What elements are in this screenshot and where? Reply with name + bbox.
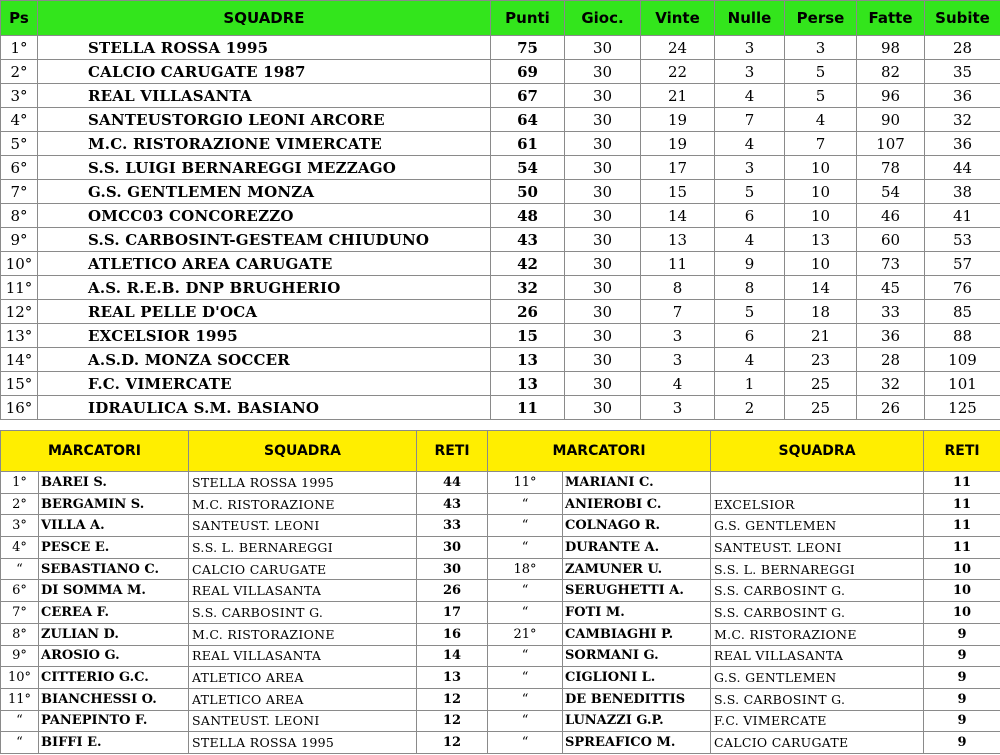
scorer-left-team: STELLA ROSSA 1995 <box>189 472 417 494</box>
standings-goals-for: 78 <box>857 156 925 180</box>
standings-lost: 5 <box>785 84 857 108</box>
scorer-right-rank: “ <box>488 688 563 710</box>
header-reti-right: RETI <box>924 431 1000 472</box>
standings-points: 13 <box>491 372 565 396</box>
scorer-right-goals: 9 <box>924 732 1000 754</box>
scorers-row <box>1 732 1000 754</box>
scorer-left-rank: 6° <box>1 580 39 602</box>
standings-played: 30 <box>565 180 641 204</box>
standings-won: 4 <box>641 372 715 396</box>
standings-goals-against: 88 <box>925 324 1000 348</box>
scorer-right-rank: “ <box>488 493 563 515</box>
scorers-row <box>1 558 1000 580</box>
scorer-right-goals: 9 <box>924 645 1000 667</box>
scorer-left-team: SANTEUST. LEONI <box>189 515 417 537</box>
standings-won: 24 <box>641 36 715 60</box>
scorer-left-team: ATLETICO AREA <box>189 667 417 689</box>
header-subite: Subite <box>925 1 1000 36</box>
scorer-left-goals: 12 <box>417 688 488 710</box>
header-ps: Ps <box>1 1 38 36</box>
standings-lost: 10 <box>785 156 857 180</box>
standings-row <box>1 324 1000 348</box>
standings-won: 22 <box>641 60 715 84</box>
scorer-right-rank: 18° <box>488 558 563 580</box>
standings-drawn: 6 <box>715 324 785 348</box>
scorers-row <box>1 472 1000 494</box>
scorer-right-goals: 9 <box>924 710 1000 732</box>
standings-played: 30 <box>565 372 641 396</box>
header-punti: Punti <box>491 1 565 36</box>
standings-lost: 25 <box>785 396 857 420</box>
scorer-right-team <box>711 472 924 494</box>
scorer-left-player: DI SOMMA M. <box>39 580 189 602</box>
standings-team-name: S.S. LUIGI BERNAREGGI MEZZAGO <box>38 156 491 180</box>
standings-points: 67 <box>491 84 565 108</box>
header-fatte: Fatte <box>857 1 925 36</box>
scorer-right-team: S.S. CARBOSINT G. <box>711 602 924 624</box>
standings-drawn: 4 <box>715 84 785 108</box>
standings-goals-against: 101 <box>925 372 1000 396</box>
standings-goals-against: 36 <box>925 84 1000 108</box>
scorer-left-player: PESCE E. <box>39 537 189 559</box>
scorer-right-team: S.S. CARBOSINT G. <box>711 688 924 710</box>
scorer-right-goals: 10 <box>924 580 1000 602</box>
scorer-left-team: M.C. RISTORAZIONE <box>189 493 417 515</box>
scorer-left-rank: 9° <box>1 645 39 667</box>
scorer-right-team: SANTEUST. LEONI <box>711 537 924 559</box>
standings-goals-against: 125 <box>925 396 1000 420</box>
scorer-right-goals: 11 <box>924 472 1000 494</box>
standings-points: 32 <box>491 276 565 300</box>
standings-drawn: 6 <box>715 204 785 228</box>
standings-position: 11° <box>1 276 38 300</box>
scorer-right-rank: 11° <box>488 472 563 494</box>
standings-points: 75 <box>491 36 565 60</box>
standings-lost: 21 <box>785 324 857 348</box>
standings-goals-against: 76 <box>925 276 1000 300</box>
standings-row <box>1 180 1000 204</box>
standings-team-name: REAL VILLASANTA <box>38 84 491 108</box>
scorer-left-rank: 4° <box>1 537 39 559</box>
standings-position: 2° <box>1 60 38 84</box>
standings-lost: 4 <box>785 108 857 132</box>
standings-lost: 18 <box>785 300 857 324</box>
scorer-right-goals: 11 <box>924 537 1000 559</box>
standings-points: 15 <box>491 324 565 348</box>
standings-position: 9° <box>1 228 38 252</box>
scorers-row <box>1 667 1000 689</box>
scorer-left-player: BIFFI E. <box>39 732 189 754</box>
scorer-left-player: SEBASTIANO C. <box>39 558 189 580</box>
standings-goals-against: 32 <box>925 108 1000 132</box>
scorer-left-player: AROSIO G. <box>39 645 189 667</box>
standings-points: 43 <box>491 228 565 252</box>
standings-played: 30 <box>565 252 641 276</box>
scorers-header-row <box>1 431 1000 472</box>
header-squadra-left: SQUADRA <box>189 431 417 472</box>
scorer-left-rank: 11° <box>1 688 39 710</box>
standings-played: 30 <box>565 156 641 180</box>
standings-points: 64 <box>491 108 565 132</box>
standings-won: 19 <box>641 108 715 132</box>
scorer-right-player: ZAMUNER U. <box>563 558 711 580</box>
standings-played: 30 <box>565 204 641 228</box>
standings-lost: 14 <box>785 276 857 300</box>
standings-row <box>1 372 1000 396</box>
standings-team-name: STELLA ROSSA 1995 <box>38 36 491 60</box>
standings-team-name: ATLETICO AREA CARUGATE <box>38 252 491 276</box>
standings-lost: 10 <box>785 252 857 276</box>
standings-lost: 7 <box>785 132 857 156</box>
standings-played: 30 <box>565 300 641 324</box>
scorer-right-team: G.S. GENTLEMEN <box>711 515 924 537</box>
scorer-left-player: CITTERIO G.C. <box>39 667 189 689</box>
standings-goals-for: 96 <box>857 84 925 108</box>
standings-points: 69 <box>491 60 565 84</box>
standings-team-name: IDRAULICA S.M. BASIANO <box>38 396 491 420</box>
standings-position: 6° <box>1 156 38 180</box>
standings-position: 16° <box>1 396 38 420</box>
scorer-left-team: S.S. CARBOSINT G. <box>189 602 417 624</box>
scorer-right-goals: 10 <box>924 602 1000 624</box>
scorer-left-team: S.S. L. BERNAREGGI <box>189 537 417 559</box>
standings-team-name: G.S. GENTLEMEN MONZA <box>38 180 491 204</box>
scorer-left-player: PANEPINTO F. <box>39 710 189 732</box>
scorer-right-team: M.C. RISTORAZIONE <box>711 623 924 645</box>
standings-position: 4° <box>1 108 38 132</box>
scorer-left-player: CEREA F. <box>39 602 189 624</box>
standings-position: 8° <box>1 204 38 228</box>
header-vinte: Vinte <box>641 1 715 36</box>
standings-goals-for: 45 <box>857 276 925 300</box>
scorer-left-goals: 44 <box>417 472 488 494</box>
standings-goals-against: 57 <box>925 252 1000 276</box>
scorer-right-rank: “ <box>488 732 563 754</box>
scorer-right-goals: 9 <box>924 667 1000 689</box>
standings-played: 30 <box>565 324 641 348</box>
scorer-left-goals: 30 <box>417 558 488 580</box>
standings-team-name: A.S. R.E.B. DNP BRUGHERIO <box>38 276 491 300</box>
standings-goals-for: 28 <box>857 348 925 372</box>
header-nulle: Nulle <box>715 1 785 36</box>
header-marcatori-right: MARCATORI <box>488 431 711 472</box>
standings-drawn: 4 <box>715 132 785 156</box>
standings-row <box>1 204 1000 228</box>
scorer-right-goals: 11 <box>924 493 1000 515</box>
standings-drawn: 3 <box>715 156 785 180</box>
scorer-left-team: M.C. RISTORAZIONE <box>189 623 417 645</box>
scorer-left-rank: 2° <box>1 493 39 515</box>
standings-goals-for: 90 <box>857 108 925 132</box>
standings-lost: 25 <box>785 372 857 396</box>
scorer-right-player: ANIEROBI C. <box>563 493 711 515</box>
scorers-row <box>1 602 1000 624</box>
standings-row <box>1 84 1000 108</box>
standings-row <box>1 348 1000 372</box>
standings-drawn: 5 <box>715 180 785 204</box>
scorer-left-rank: 3° <box>1 515 39 537</box>
standings-drawn: 5 <box>715 300 785 324</box>
standings-won: 15 <box>641 180 715 204</box>
standings-points: 50 <box>491 180 565 204</box>
standings-row <box>1 36 1000 60</box>
standings-position: 10° <box>1 252 38 276</box>
scorer-right-player: SORMANI G. <box>563 645 711 667</box>
standings-lost: 10 <box>785 180 857 204</box>
scorer-left-goals: 14 <box>417 645 488 667</box>
scorers-row <box>1 580 1000 602</box>
scorer-left-goals: 16 <box>417 623 488 645</box>
scorer-right-rank: 21° <box>488 623 563 645</box>
scorer-left-rank: 1° <box>1 472 39 494</box>
standings-goals-for: 73 <box>857 252 925 276</box>
standings-played: 30 <box>565 228 641 252</box>
standings-position: 7° <box>1 180 38 204</box>
scorer-right-player: DURANTE A. <box>563 537 711 559</box>
standings-team-name: M.C. RISTORAZIONE VIMERCATE <box>38 132 491 156</box>
header-squadre: SQUADRE <box>38 1 491 36</box>
standings-row <box>1 228 1000 252</box>
standings-played: 30 <box>565 132 641 156</box>
standings-row <box>1 156 1000 180</box>
scorer-right-goals: 11 <box>924 515 1000 537</box>
scorer-left-team: SANTEUST. LEONI <box>189 710 417 732</box>
standings-goals-against: 85 <box>925 300 1000 324</box>
header-squadra-right: SQUADRA <box>711 431 924 472</box>
scorer-left-player: BAREI S. <box>39 472 189 494</box>
scorer-right-team: F.C. VIMERCATE <box>711 710 924 732</box>
standings-won: 21 <box>641 84 715 108</box>
scorers-row <box>1 515 1000 537</box>
scorer-left-team: REAL VILLASANTA <box>189 580 417 602</box>
scorer-right-team: S.S. CARBOSINT G. <box>711 580 924 602</box>
standings-goals-against: 28 <box>925 36 1000 60</box>
scorer-left-goals: 33 <box>417 515 488 537</box>
standings-lost: 13 <box>785 228 857 252</box>
scorer-right-player: SPREAFICO M. <box>563 732 711 754</box>
scorer-left-goals: 12 <box>417 710 488 732</box>
scorer-left-player: BIANCHESSI O. <box>39 688 189 710</box>
standings-goals-for: 46 <box>857 204 925 228</box>
standings-team-name: CALCIO CARUGATE 1987 <box>38 60 491 84</box>
standings-goals-for: 98 <box>857 36 925 60</box>
scorers-row <box>1 710 1000 732</box>
standings-header-row <box>1 1 1000 36</box>
standings-position: 14° <box>1 348 38 372</box>
scorer-right-player: LUNAZZI G.P. <box>563 710 711 732</box>
scorer-right-goals: 9 <box>924 623 1000 645</box>
standings-points: 61 <box>491 132 565 156</box>
standings-won: 14 <box>641 204 715 228</box>
standings-row <box>1 132 1000 156</box>
standings-drawn: 4 <box>715 228 785 252</box>
scorer-left-player: ZULIAN D. <box>39 623 189 645</box>
scorer-right-rank: “ <box>488 710 563 732</box>
scorer-right-team: G.S. GENTLEMEN <box>711 667 924 689</box>
standings-drawn: 3 <box>715 36 785 60</box>
scorer-right-goals: 9 <box>924 688 1000 710</box>
scorer-right-team: CALCIO CARUGATE <box>711 732 924 754</box>
standings-row <box>1 108 1000 132</box>
scorer-left-rank: “ <box>1 558 39 580</box>
scorers-row <box>1 623 1000 645</box>
scorer-left-goals: 30 <box>417 537 488 559</box>
standings-team-name: A.S.D. MONZA SOCCER <box>38 348 491 372</box>
standings-position: 5° <box>1 132 38 156</box>
standings-team-name: SANTEUSTORGIO LEONI ARCORE <box>38 108 491 132</box>
standings-goals-for: 32 <box>857 372 925 396</box>
standings-points: 48 <box>491 204 565 228</box>
standings-points: 26 <box>491 300 565 324</box>
standings-goals-for: 107 <box>857 132 925 156</box>
scorer-left-goals: 12 <box>417 732 488 754</box>
standings-row <box>1 300 1000 324</box>
standings-drawn: 7 <box>715 108 785 132</box>
standings-drawn: 1 <box>715 372 785 396</box>
standings-goals-for: 36 <box>857 324 925 348</box>
standings-points: 11 <box>491 396 565 420</box>
scorer-left-rank: “ <box>1 710 39 732</box>
standings-played: 30 <box>565 36 641 60</box>
standings-team-name: EXCELSIOR 1995 <box>38 324 491 348</box>
scorer-left-team: CALCIO CARUGATE <box>189 558 417 580</box>
standings-drawn: 9 <box>715 252 785 276</box>
standings-played: 30 <box>565 60 641 84</box>
standings-drawn: 8 <box>715 276 785 300</box>
standings-goals-against: 44 <box>925 156 1000 180</box>
scorer-left-player: BERGAMIN S. <box>39 493 189 515</box>
scorer-left-goals: 43 <box>417 493 488 515</box>
scorer-right-rank: “ <box>488 537 563 559</box>
header-marcatori-left: MARCATORI <box>1 431 189 472</box>
scorer-right-player: SERUGHETTI A. <box>563 580 711 602</box>
standings-points: 13 <box>491 348 565 372</box>
standings-position: 1° <box>1 36 38 60</box>
scorer-right-player: DE BENEDITTIS <box>563 688 711 710</box>
scorer-right-player: MARIANI C. <box>563 472 711 494</box>
standings-goals-against: 36 <box>925 132 1000 156</box>
standings-points: 42 <box>491 252 565 276</box>
standings-played: 30 <box>565 276 641 300</box>
standings-goals-for: 60 <box>857 228 925 252</box>
scorer-left-rank: 7° <box>1 602 39 624</box>
standings-goals-for: 54 <box>857 180 925 204</box>
scorers-row <box>1 493 1000 515</box>
standings-position: 3° <box>1 84 38 108</box>
standings-lost: 10 <box>785 204 857 228</box>
scorer-left-goals: 13 <box>417 667 488 689</box>
standings-position: 12° <box>1 300 38 324</box>
standings-lost: 5 <box>785 60 857 84</box>
scorer-right-player: COLNAGO R. <box>563 515 711 537</box>
scorer-right-team: S.S. L. BERNAREGGI <box>711 558 924 580</box>
standings-won: 7 <box>641 300 715 324</box>
standings-row <box>1 60 1000 84</box>
standings-won: 19 <box>641 132 715 156</box>
scorer-right-player: FOTI M. <box>563 602 711 624</box>
standings-points: 54 <box>491 156 565 180</box>
standings-won: 3 <box>641 324 715 348</box>
standings-team-name: REAL PELLE D'OCA <box>38 300 491 324</box>
standings-won: 3 <box>641 396 715 420</box>
standings-row <box>1 252 1000 276</box>
scorer-right-team: REAL VILLASANTA <box>711 645 924 667</box>
scorer-right-rank: “ <box>488 645 563 667</box>
standings-goals-against: 41 <box>925 204 1000 228</box>
standings-goals-for: 33 <box>857 300 925 324</box>
scorer-right-team: EXCELSIOR <box>711 493 924 515</box>
scorer-right-goals: 10 <box>924 558 1000 580</box>
scorer-left-rank: 10° <box>1 667 39 689</box>
standings-position: 15° <box>1 372 38 396</box>
scorers-row <box>1 645 1000 667</box>
standings-drawn: 4 <box>715 348 785 372</box>
scorer-left-team: REAL VILLASANTA <box>189 645 417 667</box>
standings-lost: 23 <box>785 348 857 372</box>
standings-goals-against: 38 <box>925 180 1000 204</box>
scorer-right-rank: “ <box>488 580 563 602</box>
standings-goals-against: 35 <box>925 60 1000 84</box>
standings-goals-for: 26 <box>857 396 925 420</box>
scorers-row <box>1 688 1000 710</box>
scorer-right-player: CIGLIONI L. <box>563 667 711 689</box>
standings-team-name: S.S. CARBOSINT-GESTEAM CHIUDUNO <box>38 228 491 252</box>
standings-played: 30 <box>565 348 641 372</box>
scorer-right-player: CAMBIAGHI P. <box>563 623 711 645</box>
standings-goals-for: 82 <box>857 60 925 84</box>
standings-drawn: 3 <box>715 60 785 84</box>
standings-lost: 3 <box>785 36 857 60</box>
standings-position: 13° <box>1 324 38 348</box>
standings-won: 3 <box>641 348 715 372</box>
scorer-left-goals: 26 <box>417 580 488 602</box>
standings-team-name: F.C. VIMERCATE <box>38 372 491 396</box>
scorer-left-player: VILLA A. <box>39 515 189 537</box>
standings-team-name: OMCC03 CONCOREZZO <box>38 204 491 228</box>
scorers-table <box>0 430 1000 754</box>
header-gioc: Gioc. <box>565 1 641 36</box>
scorer-right-rank: “ <box>488 515 563 537</box>
standings-goals-against: 53 <box>925 228 1000 252</box>
standings-played: 30 <box>565 396 641 420</box>
scorer-left-rank: 8° <box>1 623 39 645</box>
header-perse: Perse <box>785 1 857 36</box>
standings-row <box>1 396 1000 420</box>
scorer-left-team: ATLETICO AREA <box>189 688 417 710</box>
standings-played: 30 <box>565 84 641 108</box>
standings-won: 8 <box>641 276 715 300</box>
standings-won: 17 <box>641 156 715 180</box>
scorers-row <box>1 537 1000 559</box>
standings-goals-against: 109 <box>925 348 1000 372</box>
scorer-right-rank: “ <box>488 667 563 689</box>
scorer-left-team: STELLA ROSSA 1995 <box>189 732 417 754</box>
standings-won: 11 <box>641 252 715 276</box>
header-reti-left: RETI <box>417 431 488 472</box>
scorer-left-goals: 17 <box>417 602 488 624</box>
scorer-left-rank: “ <box>1 732 39 754</box>
standings-row <box>1 276 1000 300</box>
standings-played: 30 <box>565 108 641 132</box>
scorer-right-rank: “ <box>488 602 563 624</box>
standings-drawn: 2 <box>715 396 785 420</box>
standings-won: 13 <box>641 228 715 252</box>
